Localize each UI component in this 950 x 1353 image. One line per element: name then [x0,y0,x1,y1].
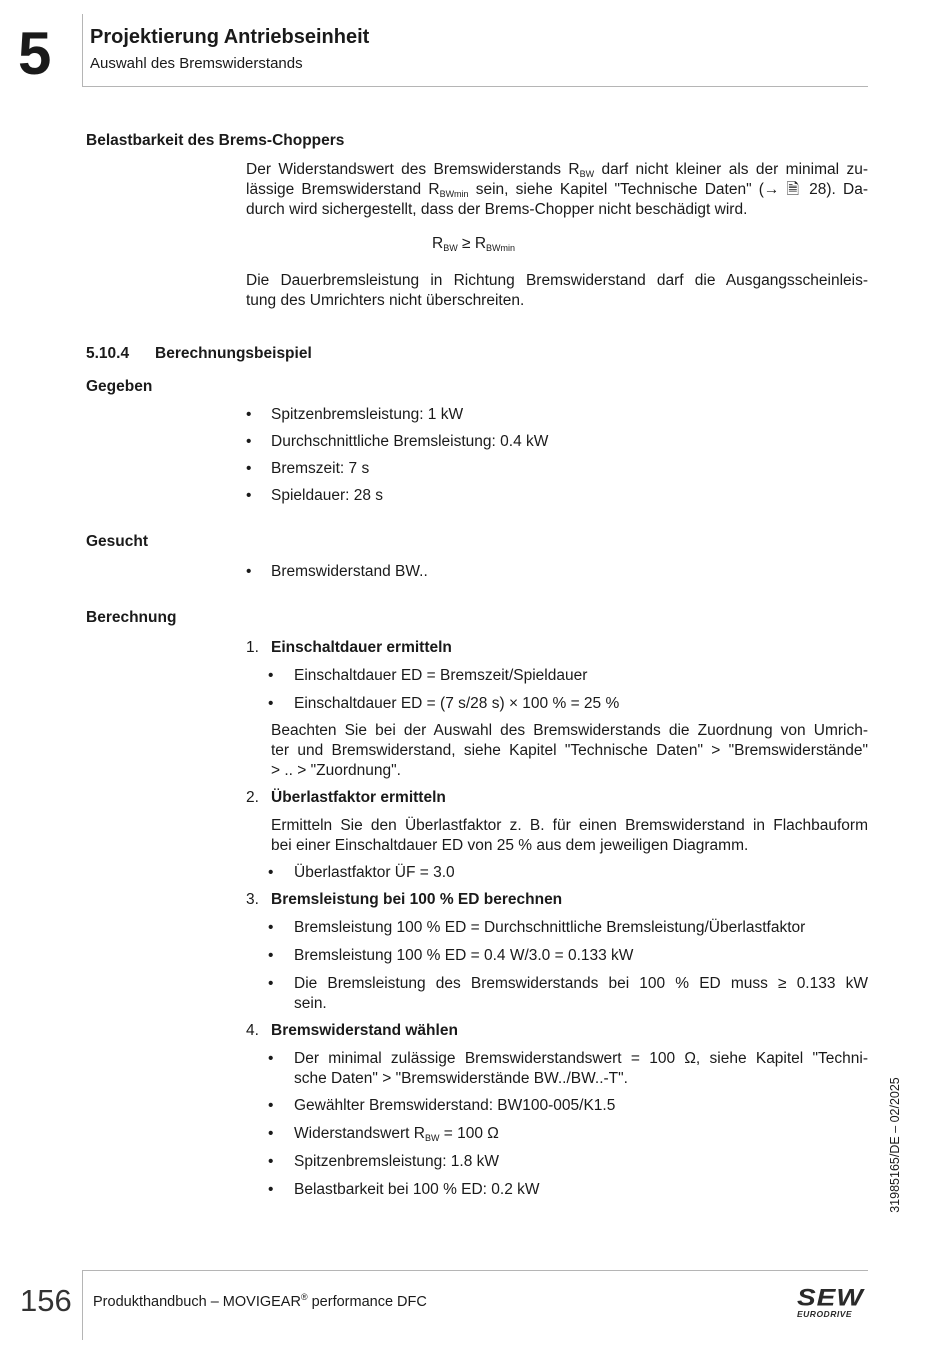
subscript: BW [443,243,458,253]
paragraph-chopper-2 [246,271,868,311]
subscript: BW [579,169,595,179]
list-item-text: Bremsleistung 100 % ED = Durchschnittliche Bremsleistung/Überlastfaktor [294,919,806,936]
step-1-note [271,721,868,781]
subscript: BWmin [439,189,469,199]
text: bei einer Einschaltdauer ED von 25 % aus dem jeweiligen Diagramm. [271,837,749,854]
section-number: 5.10.4 [86,345,130,362]
section-heading-chopper: Belastbarkeit des Brems-Choppers [86,132,345,149]
bullet-icon: • [246,406,252,423]
text: sein, siehe Kapitel "Technische Daten" (→ 🗎 28). Da- [468,181,869,198]
text: performance DFC [307,1294,427,1310]
header-divider-horizontal [82,86,868,87]
text: sein. [294,995,327,1012]
list-item-text-wrapped [294,1049,868,1089]
logo-sub: EURODRIVE [797,1309,853,1319]
text: Der Widerstandswert des Bremswiderstands R [246,161,580,178]
bullet-icon: • [268,695,274,712]
text: durch wird sichergestellt, dass der Brems-Chopper nicht beschädigt wird. [246,201,748,218]
step-number: 2. [246,789,259,806]
list-item-text: Belastbarkeit bei 100 % ED: 0.2 kW [294,1181,540,1198]
step-title: Bremswiderstand wählen [271,1022,458,1039]
step-number: 1. [246,639,259,656]
bullet-icon: • [268,919,274,936]
list-item-text: Spitzenbremsleistung: 1 kW [271,406,464,423]
text: Produkthandbuch – MOVIGEAR [93,1294,301,1310]
step-number: 3. [246,891,259,908]
registered-mark: ® [300,1292,308,1302]
text: tung des Umrichters nicht überschreiten. [246,292,525,309]
bullet-icon: • [246,563,252,580]
step-number: 4. [246,1022,259,1039]
sew-eurodrive-logo [797,1285,864,1319]
bullet-icon: • [268,1181,274,1198]
section-title: Berechnungsbeispiel [155,345,312,362]
subscript: BWmin [486,243,516,253]
text: Beachten Sie bei der Auswahl des Bremswiderstands die Zuordnung von Umrich- [271,722,868,739]
text: ter und Bremswiderstand, siehe Kapitel "Technische Daten" > "Bremswiderstände" [271,742,868,759]
text: Widerstandswert R [294,1125,425,1142]
list-item-text [294,1124,499,1144]
given-heading: Gegeben [86,378,153,395]
header-divider-vertical [82,14,83,86]
list-item-text: Gewählter Bremswiderstand: BW100-005/K1.5 [294,1097,616,1114]
sought-heading: Gesucht [86,533,149,550]
paragraph-chopper-1 [246,160,868,220]
formula-op: ≥ R [457,235,487,252]
text: sche Daten" > "Bremswiderstände BW../BW..-T". [294,1070,628,1087]
step-title: Überlastfaktor ermitteln [271,789,446,806]
footer-divider-vertical [82,1270,83,1340]
step-2-note [271,816,868,856]
header-title: Projektierung Antriebseinheit [90,26,370,48]
text: Die Dauerbremsleistung in Richtung Bremswiderstand darf die Ausgangsscheinleis- [246,272,868,289]
list-item-text: Spitzenbremsleistung: 1.8 kW [294,1153,500,1170]
list-item-text: Spieldauer: 28 s [271,487,384,504]
text: darf nicht kleiner als der minimal zu- [594,161,868,178]
formula-r: R [432,235,444,252]
footer-divider-horizontal [82,1270,868,1271]
formula [432,235,515,253]
text: Die Bremsleistung des Bremswiderstands bei 100 % ED muss ≥ 0.133 kW [294,975,868,992]
list-item-text: Durchschnittliche Bremsleistung: 0.4 kW [271,433,549,450]
document-code-text: 31985165/DE – 02/2025 [888,1077,902,1213]
list-item-text: Bremszeit: 7 s [271,460,370,477]
chapter-number: 5 [18,20,51,87]
list-item-text: Überlastfaktor ÜF = 3.0 [294,864,455,881]
bullet-icon: • [246,460,252,477]
calc-heading: Berechnung [86,609,177,626]
bullet-icon: • [268,1125,274,1142]
text: > .. > "Zuordnung". [271,762,401,779]
bullet-icon: • [246,433,252,450]
document-code [880,1075,910,1215]
text: = 100 Ω [439,1125,499,1142]
header-subtitle: Auswahl des Bremswiderstands [90,55,303,72]
footer-text [93,1294,427,1310]
bullet-icon: • [246,487,252,504]
bullet-icon: • [268,667,274,684]
text: lässige Bremswiderstand R [246,181,440,198]
list-item-text: Einschaltdauer ED = Bremszeit/Spieldauer [294,667,588,684]
step-title: Einschaltdauer ermitteln [271,639,452,656]
page-number: 156 [20,1283,72,1318]
bullet-icon: • [268,1050,274,1067]
list-item-text: Bremswiderstand BW.. [271,563,428,580]
bullet-icon: • [268,1153,274,1170]
bullet-icon: • [268,975,274,992]
list-item-text: Einschaltdauer ED = (7 s/28 s) × 100 % = 25 % [294,695,620,712]
list-item-text: Bremsleistung 100 % ED = 0.4 W/3.0 = 0.133 kW [294,947,634,964]
logo-main: SEW [797,1284,864,1311]
list-item-text-wrapped [294,974,868,1014]
bullet-icon: • [268,1097,274,1114]
subscript: BW [424,1133,440,1143]
step-title: Bremsleistung bei 100 % ED berechnen [271,891,563,908]
text: Ermitteln Sie den Überlastfaktor z. B. für einen Bremswiderstand in Flachbauform [271,817,868,834]
bullet-icon: • [268,947,274,964]
text: Der minimal zulässige Bremswiderstandswert = 100 Ω, siehe Kapitel "Techni- [294,1050,868,1067]
bullet-icon: • [268,864,274,881]
